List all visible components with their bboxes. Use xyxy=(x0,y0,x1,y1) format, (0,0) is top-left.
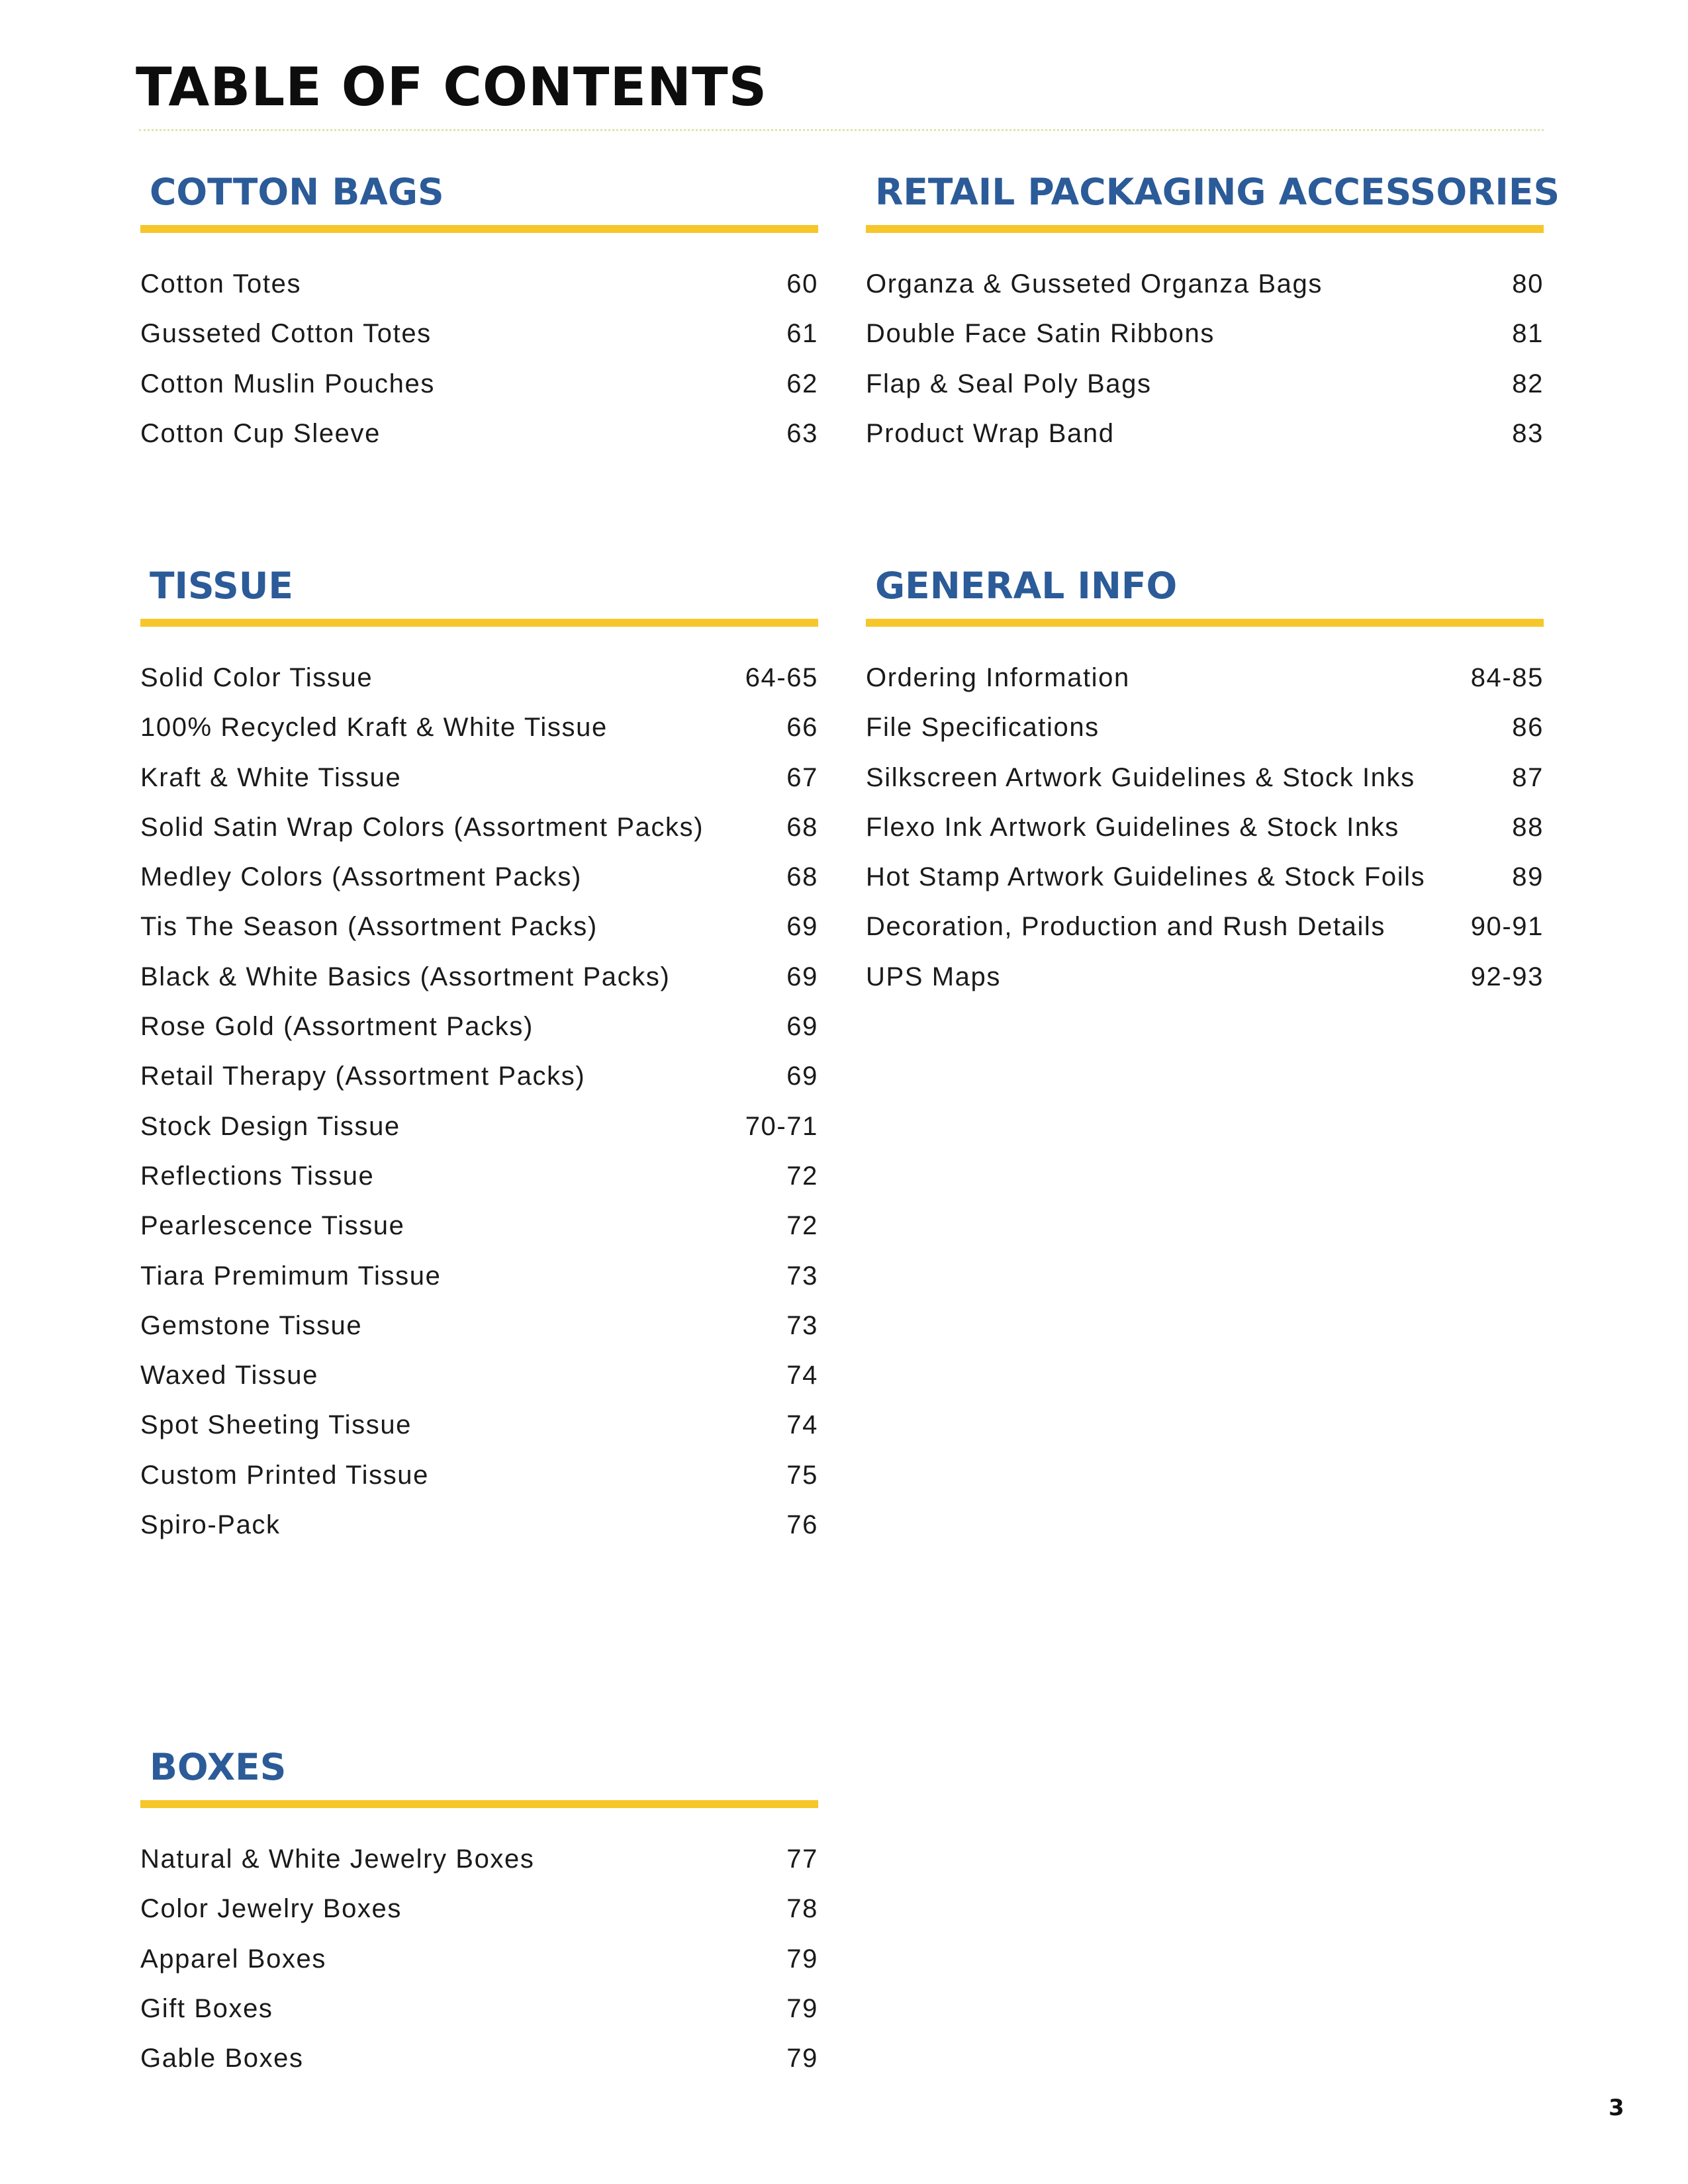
toc-entry-label: Pearlescence Tissue xyxy=(140,1211,405,1241)
toc-entry-page: 72 xyxy=(786,1161,818,1191)
toc-entry[interactable] xyxy=(866,309,1544,359)
toc-entry-label: Solid Satin Wrap Colors (Assortment Packs) xyxy=(140,812,704,842)
section-rule xyxy=(866,225,1544,233)
toc-entry-label: Black & White Basics (Assortment Packs) xyxy=(140,962,671,991)
section-general-info xyxy=(866,553,1544,1002)
toc-entry-label: Solid Color Tissue xyxy=(140,663,373,692)
toc-entry[interactable] xyxy=(140,1500,818,1550)
section-heading: COTTON BAGS xyxy=(150,171,444,213)
toc-entry-label: Apparel Boxes xyxy=(140,1944,326,1974)
section-rule xyxy=(140,619,818,627)
toc-entry-label: Retail Therapy (Assortment Packs) xyxy=(140,1062,586,1091)
toc-entry-page: 60 xyxy=(786,269,818,298)
toc-entry-label: Color Jewelry Boxes xyxy=(140,1894,402,1924)
toc-entry[interactable] xyxy=(866,703,1544,752)
toc-entry-page: 69 xyxy=(786,962,818,991)
toc-entry-page: 73 xyxy=(786,1261,818,1291)
toc-entry-label: Cotton Cup Sleeve xyxy=(140,418,381,448)
toc-entry[interactable] xyxy=(866,409,1544,459)
toc-entry-label: Medley Colors (Assortment Packs) xyxy=(140,862,582,892)
toc-entry-page: 69 xyxy=(786,1062,818,1091)
toc-entry-label: Spiro-Pack xyxy=(140,1510,281,1540)
toc-entry[interactable] xyxy=(866,653,1544,703)
toc-entry[interactable] xyxy=(140,753,818,803)
toc-entry-label: Natural & White Jewelry Boxes xyxy=(140,1844,535,1874)
toc-entry-page: 89 xyxy=(1512,862,1544,892)
section-rule xyxy=(140,225,818,233)
toc-entry[interactable] xyxy=(140,1835,818,1884)
toc-entry-label: Flap & Seal Poly Bags xyxy=(866,369,1152,398)
toc-entry[interactable] xyxy=(140,653,818,703)
toc-entry-label: Gusseted Cotton Totes xyxy=(140,319,432,349)
toc-entry-label: Cotton Totes xyxy=(140,269,302,298)
toc-entry-page: 70-71 xyxy=(745,1111,818,1141)
toc-entry[interactable] xyxy=(140,1884,818,1934)
toc-entry-label: Gemstone Tissue xyxy=(140,1310,363,1340)
toc-entry-page: 90-91 xyxy=(1470,912,1544,942)
toc-entry[interactable] xyxy=(866,902,1544,952)
toc-entry-label: Spot Sheeting Tissue xyxy=(140,1410,412,1440)
toc-entry-page: 73 xyxy=(786,1310,818,1340)
toc-entry-label: File Specifications xyxy=(866,713,1100,743)
toc-entry-page: 92-93 xyxy=(1470,962,1544,991)
toc-entry[interactable] xyxy=(866,359,1544,409)
toc-entry[interactable] xyxy=(140,1052,818,1101)
section-heading: GENERAL INFO xyxy=(875,565,1178,607)
section-boxes xyxy=(140,1734,818,2083)
toc-entry-page: 84-85 xyxy=(1470,663,1544,692)
toc-entry-page: 82 xyxy=(1512,369,1544,398)
toc-entry-label: Reflections Tissue xyxy=(140,1161,375,1191)
section-rule xyxy=(866,619,1544,627)
toc-entry-label: Double Face Satin Ribbons xyxy=(866,319,1215,349)
toc-entry-label: Silkscreen Artwork Guidelines & Stock Inks xyxy=(866,762,1415,792)
section-heading: TISSUE xyxy=(150,565,293,607)
toc-entry-page: 83 xyxy=(1512,418,1544,448)
page-title: TABLE OF CONTENTS xyxy=(136,56,768,118)
toc-entry-label: UPS Maps xyxy=(866,962,1001,991)
page-number: 3 xyxy=(1609,2095,1624,2121)
toc-entry-label: Hot Stamp Artwork Guidelines & Stock Foils xyxy=(866,862,1426,892)
toc-entry[interactable] xyxy=(866,852,1544,902)
toc-entry[interactable] xyxy=(140,309,818,359)
toc-entry-label: Rose Gold (Assortment Packs) xyxy=(140,1012,534,1042)
toc-entry[interactable] xyxy=(140,1251,818,1301)
toc-entry-label: Gable Boxes xyxy=(140,2044,304,2073)
toc-entry[interactable] xyxy=(140,359,818,409)
toc-entry[interactable] xyxy=(140,1152,818,1201)
toc-entry-label: Product Wrap Band xyxy=(866,418,1115,448)
toc-entry[interactable] xyxy=(140,703,818,752)
toc-entry[interactable] xyxy=(140,1351,818,1400)
toc-entry-page: 88 xyxy=(1512,812,1544,842)
section-heading: RETAIL PACKAGING ACCESSORIES xyxy=(875,171,1560,213)
toc-entry[interactable] xyxy=(140,409,818,459)
toc-entry[interactable] xyxy=(140,1301,818,1351)
section-retail-packaging-accessories xyxy=(866,159,1560,459)
toc-entry[interactable] xyxy=(140,1984,818,2034)
toc-entry-page: 87 xyxy=(1512,762,1544,792)
toc-entry-page: 74 xyxy=(786,1410,818,1440)
toc-entry-page: 72 xyxy=(786,1211,818,1241)
toc-entry-label: 100% Recycled Kraft & White Tissue xyxy=(140,713,608,743)
toc-entry-label: Kraft & White Tissue xyxy=(140,762,402,792)
toc-entry-label: Custom Printed Tissue xyxy=(140,1460,429,1490)
toc-entry-page: 79 xyxy=(786,2044,818,2073)
toc-entry-page: 77 xyxy=(786,1844,818,1874)
section-tissue xyxy=(140,553,818,1550)
toc-entry[interactable] xyxy=(140,1102,818,1152)
toc-entry-label: Ordering Information xyxy=(866,663,1130,692)
toc-entry-page: 79 xyxy=(786,1944,818,1974)
toc-entry-label: Flexo Ink Artwork Guidelines & Stock Inks xyxy=(866,812,1399,842)
toc-entry-page: 61 xyxy=(786,319,818,349)
toc-entry-page: 68 xyxy=(786,862,818,892)
toc-entry-label: Decoration, Production and Rush Details xyxy=(866,912,1386,942)
toc-entry-page: 69 xyxy=(786,912,818,942)
toc-entry-page: 75 xyxy=(786,1460,818,1490)
toc-entry-page: 81 xyxy=(1512,319,1544,349)
toc-entry[interactable] xyxy=(866,803,1544,852)
toc-entry[interactable] xyxy=(866,952,1544,1002)
toc-entry[interactable] xyxy=(140,803,818,852)
toc-entry[interactable] xyxy=(140,852,818,902)
toc-entry-page: 78 xyxy=(786,1894,818,1924)
toc-entry[interactable] xyxy=(140,1002,818,1052)
toc-entry-page: 76 xyxy=(786,1510,818,1540)
toc-entry-page: 69 xyxy=(786,1012,818,1042)
toc-entry[interactable] xyxy=(140,952,818,1002)
toc-entry[interactable] xyxy=(866,753,1544,803)
toc-entry-page: 79 xyxy=(786,1993,818,2023)
toc-entry[interactable] xyxy=(140,902,818,952)
toc-entry-page: 63 xyxy=(786,418,818,448)
toc-entry[interactable] xyxy=(140,1451,818,1500)
toc-entry[interactable] xyxy=(140,1201,818,1251)
toc-entry[interactable] xyxy=(866,259,1544,309)
toc-entry-label: Gift Boxes xyxy=(140,1993,273,2023)
toc-entry-label: Organza & Gusseted Organza Bags xyxy=(866,269,1323,298)
toc-entry-page: 64-65 xyxy=(745,663,818,692)
toc-entry-label: Tiara Premimum Tissue xyxy=(140,1261,442,1291)
toc-entry-page: 86 xyxy=(1512,713,1544,743)
toc-entry-page: 62 xyxy=(786,369,818,398)
toc-entry[interactable] xyxy=(140,259,818,309)
toc-entry-page: 68 xyxy=(786,812,818,842)
toc-entry-page: 66 xyxy=(786,713,818,743)
toc-entry-label: Stock Design Tissue xyxy=(140,1111,400,1141)
toc-entry-label: Waxed Tissue xyxy=(140,1361,318,1390)
title-divider xyxy=(139,129,1544,131)
toc-entry-page: 80 xyxy=(1512,269,1544,298)
section-heading: BOXES xyxy=(150,1746,287,1788)
toc-entry-label: Cotton Muslin Pouches xyxy=(140,369,435,398)
section-cotton-bags xyxy=(140,159,818,459)
toc-entry[interactable] xyxy=(140,2034,818,2083)
toc-entry-page: 74 xyxy=(786,1361,818,1390)
toc-entry[interactable] xyxy=(140,1934,818,1984)
section-rule xyxy=(140,1800,818,1808)
toc-entry[interactable] xyxy=(140,1400,818,1450)
toc-entry-label: Tis The Season (Assortment Packs) xyxy=(140,912,598,942)
toc-entry-page: 67 xyxy=(786,762,818,792)
